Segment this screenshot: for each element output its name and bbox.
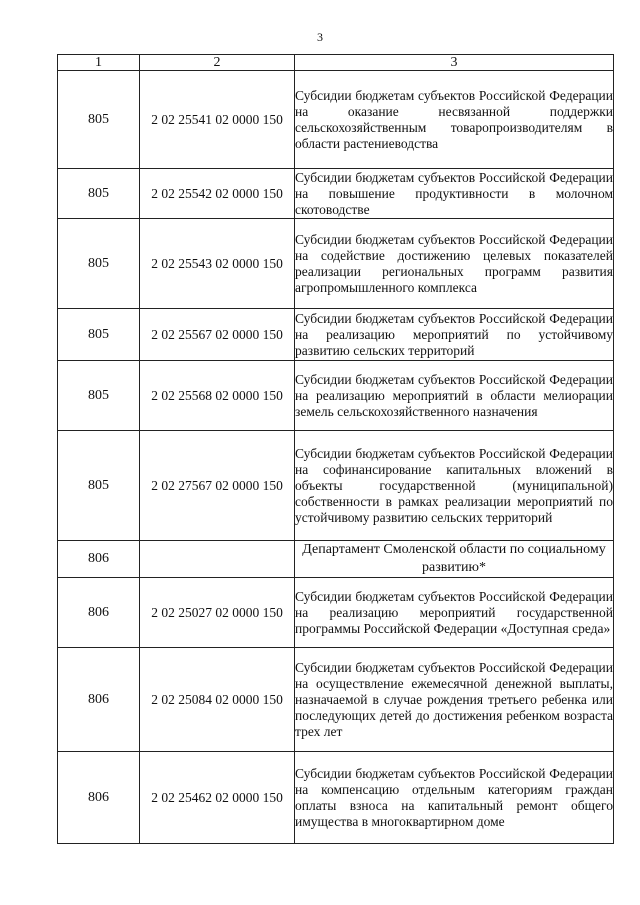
- revenue-codes-table: [57, 54, 614, 844]
- description-cell: Субсидии бюджетам субъектов Российской Федерации на реализацию мероприятий по устойчивому развитию сельских территорий: [295, 309, 614, 361]
- department-heading-row: [58, 541, 614, 578]
- table-row: [58, 431, 614, 541]
- description-cell: Субсидии бюджетам субъектов Российской Федерации на компенсацию отдельным категориям граждан оплаты взноса на капитальный ремонт общего имущества в многоквартирном доме: [295, 752, 614, 844]
- budget-code-cell: 2 02 25084 02 0000 150: [140, 648, 295, 752]
- table-row: [58, 71, 614, 169]
- table-row: [58, 578, 614, 648]
- budget-code-cell: 2 02 25542 02 0000 150: [140, 169, 295, 219]
- description-cell: Субсидии бюджетам субъектов Российской Федерации на оказание несвязанной поддержки сельскохозяйственным товаропроизводителям в области растениеводства: [295, 71, 614, 169]
- table-header-row: [58, 55, 614, 71]
- budget-code-cell: 2 02 25541 02 0000 150: [140, 71, 295, 169]
- budget-code-cell: 2 02 25567 02 0000 150: [140, 309, 295, 361]
- budget-code-cell: [140, 541, 295, 578]
- column-header-2: 2: [140, 55, 295, 71]
- admin-code-cell: 805: [58, 431, 140, 541]
- description-cell: Субсидии бюджетам субъектов Российской Федерации на софинансирование капитальных вложений в объекты государственной (муниципальной) собственности в рамках реализации мероприятий по устойчивому развитию сельских территорий: [295, 431, 614, 541]
- admin-code-cell: 805: [58, 309, 140, 361]
- description-cell: Субсидии бюджетам субъектов Российской Федерации на реализацию мероприятий в области мелиорации земель сельскохозяйственного назначения: [295, 361, 614, 431]
- admin-code-cell: 806: [58, 648, 140, 752]
- table-row: [58, 309, 614, 361]
- admin-code-cell: 805: [58, 219, 140, 309]
- description-cell: Субсидии бюджетам субъектов Российской Федерации на повышение продуктивности в молочном скотоводстве: [295, 169, 613, 217]
- description-cell: Субсидии бюджетам субъектов Российской Федерации на осуществление ежемесячной денежной выплаты, назначаемой в случае рождения третьего ребенка или последующих детей до достижения ребенком возраста трех лет: [295, 648, 614, 752]
- department-title: Департамент Смоленской области по социальному развитию*: [295, 541, 614, 578]
- budget-code-cell: 2 02 27567 02 0000 150: [140, 431, 295, 541]
- budget-code-cell: 2 02 25462 02 0000 150: [140, 752, 295, 844]
- table-row: [58, 361, 614, 431]
- admin-code-cell: 805: [58, 361, 140, 431]
- admin-code-cell: 805: [58, 71, 140, 169]
- admin-code-cell: 806: [58, 541, 140, 578]
- admin-code-cell: 805: [58, 169, 140, 219]
- description-cell: Субсидии бюджетам субъектов Российской Федерации на реализацию мероприятий государственной программы Российской Федерации «Доступная среда»: [295, 578, 614, 648]
- table-row: [58, 169, 614, 219]
- budget-code-cell: 2 02 25568 02 0000 150: [140, 361, 295, 431]
- budget-code-cell: 2 02 25027 02 0000 150: [140, 578, 295, 648]
- budget-code-cell: 2 02 25543 02 0000 150: [140, 219, 295, 309]
- admin-code-cell: 806: [58, 752, 140, 844]
- table-row: [58, 648, 614, 752]
- table-row: [58, 219, 614, 309]
- page-number: 3: [317, 30, 323, 44]
- admin-code-cell: 806: [58, 578, 140, 648]
- column-header-3: 3: [295, 55, 614, 71]
- table-row: [58, 752, 614, 844]
- description-cell: Субсидии бюджетам субъектов Российской Федерации на содействие достижению целевых показателей реализации региональных программ развития агропромышленного комплекса: [295, 219, 614, 309]
- column-header-1: 1: [58, 55, 140, 71]
